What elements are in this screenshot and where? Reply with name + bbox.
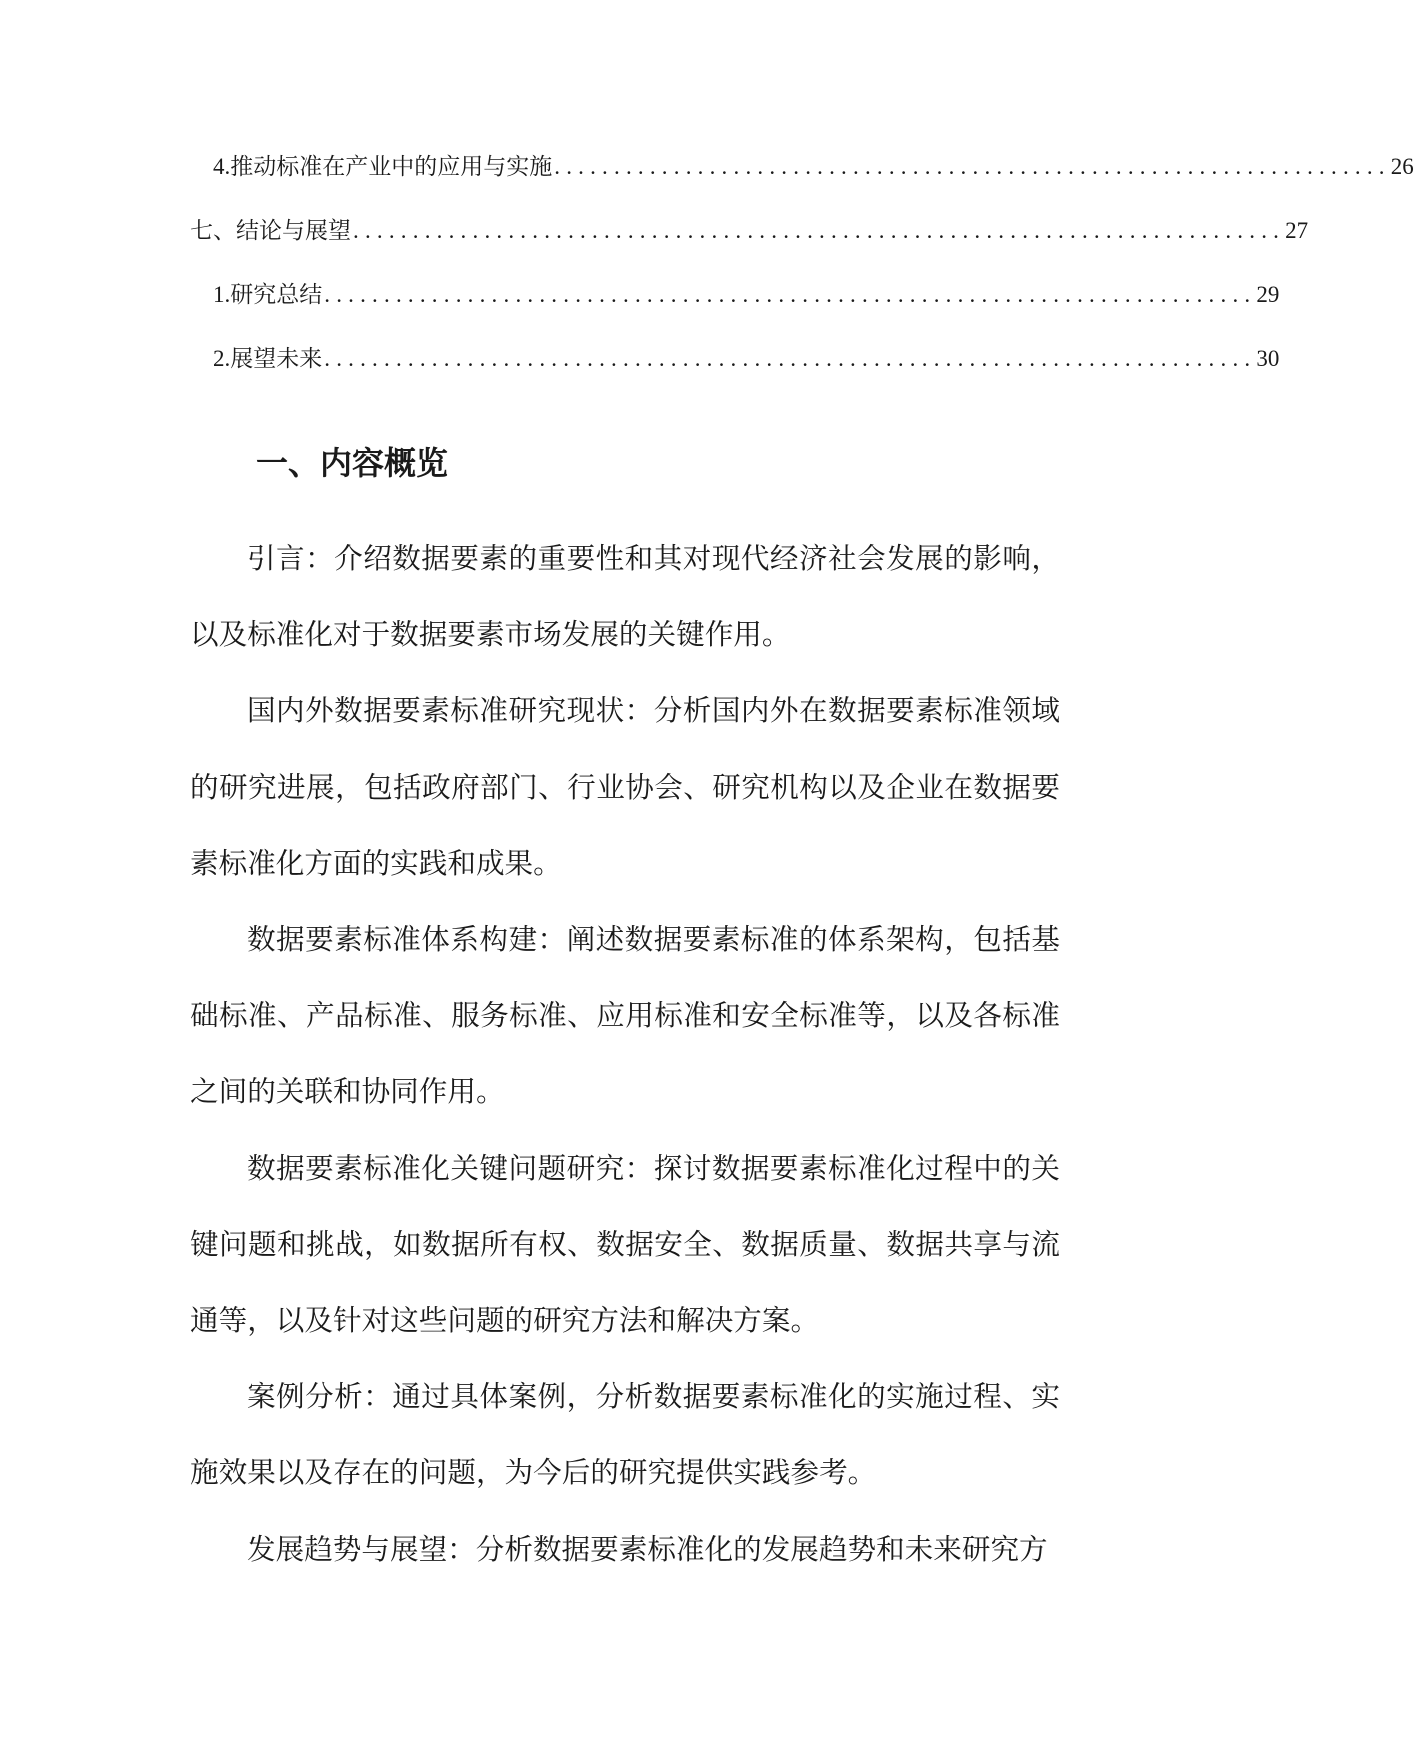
- toc-entry-title: 推动标准在产业中的应用与实施: [230, 154, 553, 180]
- toc-entry-page: 27: [1285, 218, 1309, 243]
- toc-leader-dots: ......................................................................: [554, 154, 1391, 179]
- toc-entry-title: 七、结论与展望: [190, 218, 351, 244]
- paragraph-case-analysis: 案例分析：通过具体案例，分析数据要素标准化的实施过程、实施效果以及存在的问题，为今后的研究提供实践参考。: [190, 1379, 1060, 1490]
- toc-entry-number: 4.: [213, 154, 231, 179]
- toc-entry[interactable]: [213, 344, 1280, 374]
- toc-entry-page: 30: [1256, 346, 1280, 371]
- section-heading: 一、内容概览: [256, 444, 449, 482]
- toc-entry-title: 展望未来: [230, 346, 323, 372]
- toc-leader-dots: ..............................................................................: [324, 346, 1257, 371]
- toc-leader-dots: ..............................................................................: [353, 218, 1286, 243]
- toc-entry-number: 1.: [213, 282, 231, 307]
- toc-entry-page: 26: [1390, 154, 1414, 179]
- section-body: [190, 520, 1060, 1587]
- toc-leader-dots: ..............................................................................: [324, 282, 1257, 307]
- paragraph-introduction: 引言：介绍数据要素的重要性和其对现代经济社会发展的影响，以及标准化对于数据要素市场发展的关键作用。: [190, 541, 1060, 652]
- paragraph-key-issues: 数据要素标准化关键问题研究：探讨数据要素标准化过程中的关键问题和挑战，如数据所有权、数据安全、数据质量、数据共享与流通等，以及针对这些问题的研究方法和解决方案。: [190, 1150, 1060, 1338]
- paragraph-standard-system: 数据要素标准体系构建：阐述数据要素标准的体系架构，包括基础标准、产品标准、服务标准、应用标准和安全标准等，以及各标准之间的关联和协同作用。: [190, 922, 1060, 1109]
- toc-entry[interactable]: [213, 152, 1414, 182]
- toc-entry[interactable]: [190, 216, 1309, 246]
- paragraph-research-status: 国内外数据要素标准研究现状：分析国内外在数据要素标准领域的研究进展，包括政府部门、行业协会、研究机构以及企业在数据要素标准化方面的实践和成果。: [190, 693, 1060, 880]
- paragraph-trends: 发展趋势与展望：分析数据要素标准化的发展趋势和未来研究方: [247, 1531, 1048, 1566]
- toc-entry-page: 29: [1256, 282, 1280, 307]
- toc-entry-title: 研究总结: [230, 282, 323, 308]
- toc-entry-number: 2.: [213, 346, 231, 371]
- toc-entry[interactable]: [213, 280, 1280, 310]
